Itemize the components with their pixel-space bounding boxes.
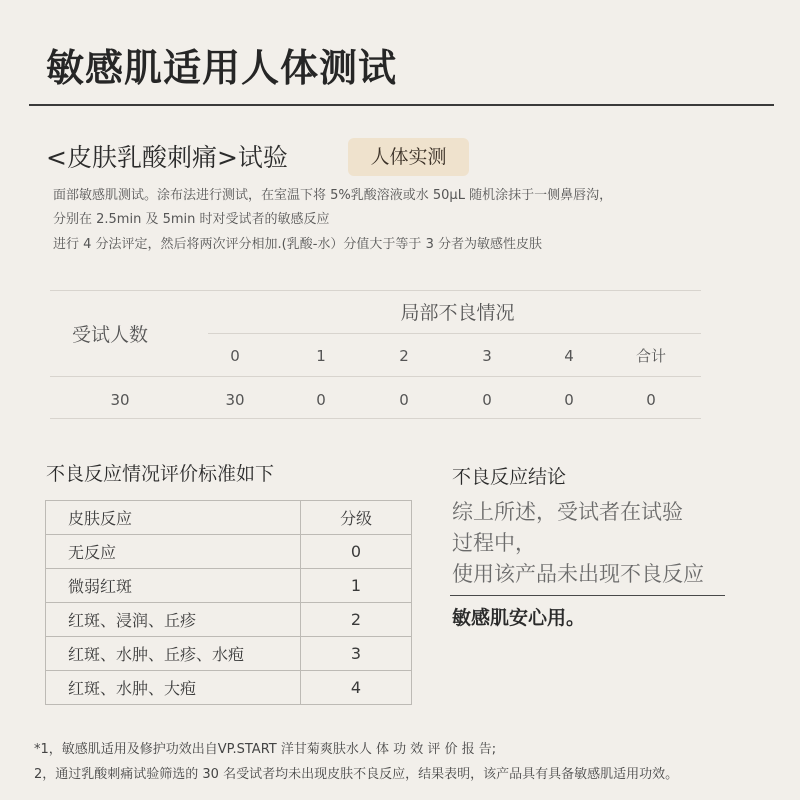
conclusion-title: 不良反应结论	[452, 466, 567, 488]
total-header: 合计	[635, 347, 666, 365]
footnote-1: *1，敏感肌适用及修护功效出自VP.START 洋甘菊爽肤水人 体 功 效 评 价 报 告;	[34, 742, 497, 757]
criteria-row	[46, 569, 412, 603]
grade-header: 分级	[301, 501, 412, 535]
conclusion-line-3: 使用该产品未出现不良反应	[452, 562, 704, 586]
grade-cell: 3	[301, 637, 412, 671]
footnote-2: 2，通过乳酸刺痛试验筛选的 30 名受试者均未出现皮肤不良反应，结果表明，该产品具有具备敏感肌适用功效。	[34, 767, 679, 782]
grade-cell: 1	[301, 569, 412, 603]
criteria-title: 不良反应情况评价标准如下	[46, 463, 275, 485]
total-value: 0	[646, 391, 656, 409]
test-results-table	[50, 290, 701, 419]
results-row-divider	[50, 376, 701, 377]
skin-reaction-cell: 无反应	[46, 535, 301, 569]
test-title: <皮肤乳酸刺痛>试验	[46, 143, 288, 172]
skin-reaction-cell: 红斑、水肿、大疱	[46, 671, 301, 705]
title-divider	[29, 104, 774, 106]
level-header-4: 4	[564, 347, 574, 365]
conclusion-line-1: 综上所述，受试者在试验	[452, 500, 683, 524]
grade-cell: 2	[301, 603, 412, 637]
level-4-value: 0	[564, 391, 574, 409]
level-header-1: 1	[316, 347, 326, 365]
skin-reaction-cell: 微弱红斑	[46, 569, 301, 603]
criteria-header-row	[46, 501, 412, 535]
criteria-row	[46, 603, 412, 637]
conclusion-emphasis: 敏感肌安心用。	[452, 607, 586, 629]
page-title: 敏感肌适用人体测试	[46, 46, 398, 90]
subject-count-value: 30	[110, 391, 130, 409]
skin-reaction-header: 皮肤反应	[46, 501, 301, 535]
test-description-line-3: 进行 4 分法评定，然后将两次评分相加.(乳酸-水）分值大于等于 3 分者为敏感性皮肤	[53, 237, 542, 252]
adverse-reaction-criteria-table	[45, 500, 412, 705]
grade-cell: 0	[301, 535, 412, 569]
level-header-3: 3	[482, 347, 492, 365]
test-description-line-1: 面部敏感肌测试。涂布法进行测试，在室温下将 5%乳酸溶液或水 50μL 随机涂抹于一侧鼻唇沟，	[53, 188, 613, 203]
criteria-row	[46, 637, 412, 671]
level-0-value: 30	[225, 391, 245, 409]
level-header-0: 0	[230, 347, 240, 365]
conclusion-underline	[450, 595, 725, 596]
results-header-divider	[208, 333, 701, 334]
level-2-value: 0	[399, 391, 409, 409]
level-3-value: 0	[482, 391, 492, 409]
grade-cell: 4	[301, 671, 412, 705]
level-1-value: 0	[316, 391, 326, 409]
test-description-line-2: 分别在 2.5min 及 5min 时对受试者的敏感反应	[53, 212, 330, 227]
level-header-2: 2	[399, 347, 409, 365]
human-test-badge: 人体实测	[348, 138, 469, 176]
skin-reaction-cell: 红斑、浸润、丘疹	[46, 603, 301, 637]
criteria-row	[46, 671, 412, 705]
conclusion-line-2: 过程中，	[452, 531, 536, 555]
skin-reaction-cell: 红斑、水肿、丘疹、水疱	[46, 637, 301, 671]
local-reaction-header: 局部不良情况	[400, 302, 515, 324]
subject-count-header: 受试人数	[71, 324, 148, 346]
criteria-row	[46, 535, 412, 569]
